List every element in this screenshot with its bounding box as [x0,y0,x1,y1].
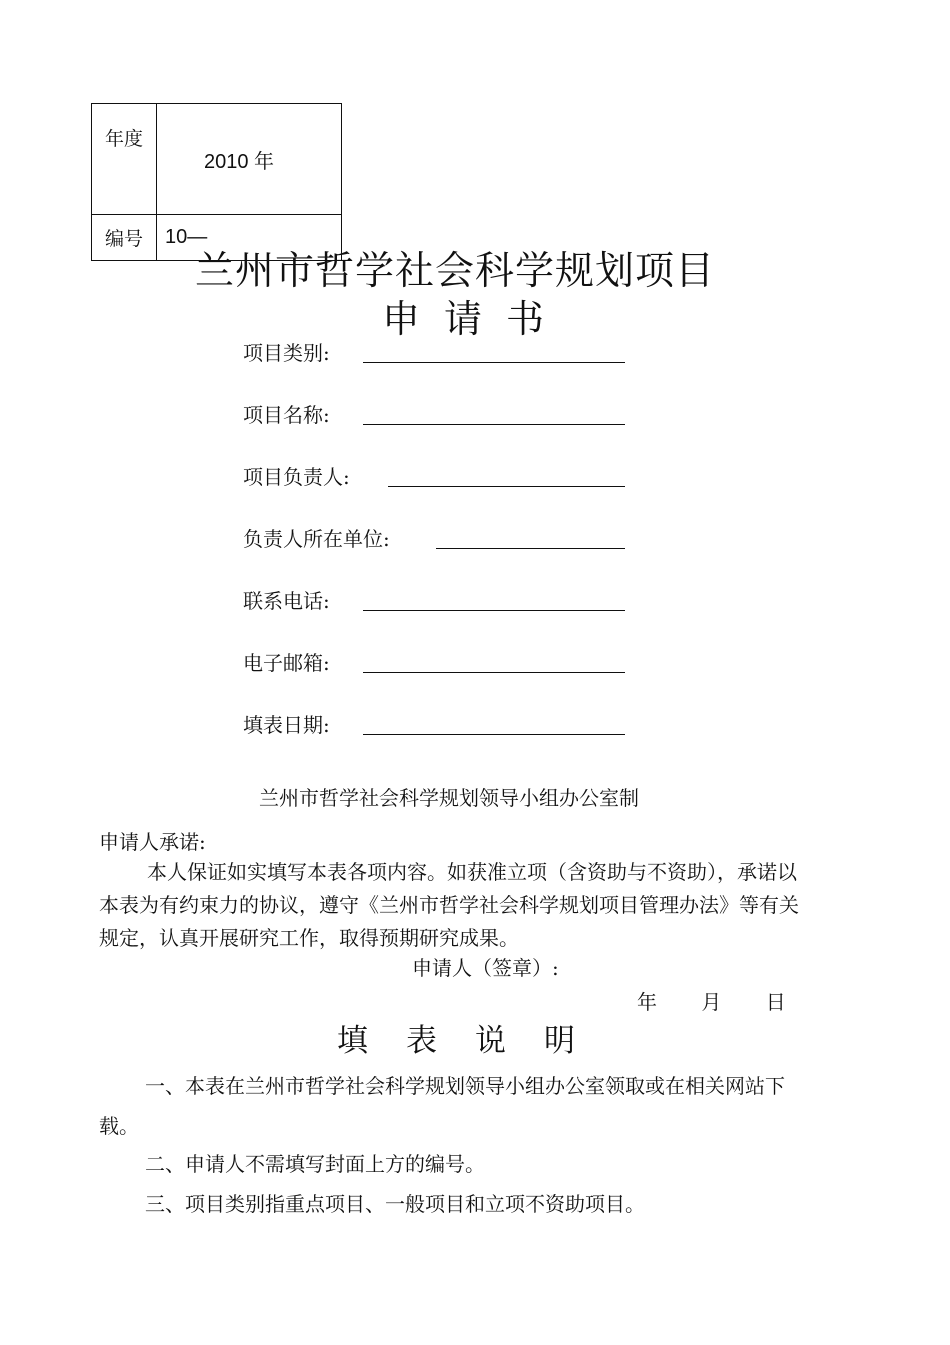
field-fill-date [243,708,330,738]
number-value: 10— [157,215,342,261]
field-label: 负责人所在单位: [243,527,390,551]
date-day-label: 日 [765,990,786,1014]
field-email [243,646,330,676]
date-month-label: 月 [701,990,722,1014]
year-label: 年度 [92,104,157,215]
year-value: 2010 年 [157,104,342,215]
field-label: 项目负责人: [243,465,350,489]
year-number-table [91,103,342,261]
pledge-body: 本人保证如实填写本表各项内容。如获准立项（含资助与不资助），承诺以本表为有约束力的协议，遵守《兰州市哲学社会科学规划项目管理办法》等有关规定，认真开展研究工作，取得预期研究成果。 [99,860,799,950]
field-label: 联系电话: [243,589,330,613]
issuing-office: 兰州市哲学社会科学规划领导小组办公室制 [259,786,639,810]
document-subtitle: 申请书 [381,297,568,341]
field-email-line[interactable] [363,672,625,673]
field-project-category-line[interactable] [363,362,625,363]
instruction-item: 二、申请人不需填写封面上方的编号。 [145,1152,485,1176]
pledge-heading: 申请人承诺: [99,830,206,854]
field-phone-line[interactable] [363,610,625,611]
field-project-leader [243,460,350,490]
instruction-item: 三、项目类别指重点项目、一般项目和立项不资助项目。 [145,1192,645,1216]
applicant-signature-label: 申请人（签章）: [412,956,559,980]
signature-date [637,986,824,1015]
field-label: 电子邮箱: [243,651,330,675]
field-label: 项目名称: [243,403,330,427]
field-leader-unit-line[interactable] [436,548,625,549]
number-label: 编号 [92,215,157,261]
instruction-item: 一、本表在兰州市哲学社会科学规划领导小组办公室领取或在相关网站下载。 [99,1074,785,1138]
field-fill-date-line[interactable] [363,734,625,735]
date-year-label: 年 [637,990,657,1014]
field-project-leader-line[interactable] [388,486,625,487]
field-project-category [243,336,330,366]
instructions-title: 填表说明 [337,1023,613,1059]
field-project-name [243,398,330,428]
field-leader-unit [243,522,390,552]
field-label: 填表日期: [243,713,330,737]
field-project-name-line[interactable] [363,424,625,425]
document-title: 兰州市哲学社会科学规划项目 [194,249,715,294]
field-phone [243,584,330,614]
field-label: 项目类别: [243,341,330,365]
